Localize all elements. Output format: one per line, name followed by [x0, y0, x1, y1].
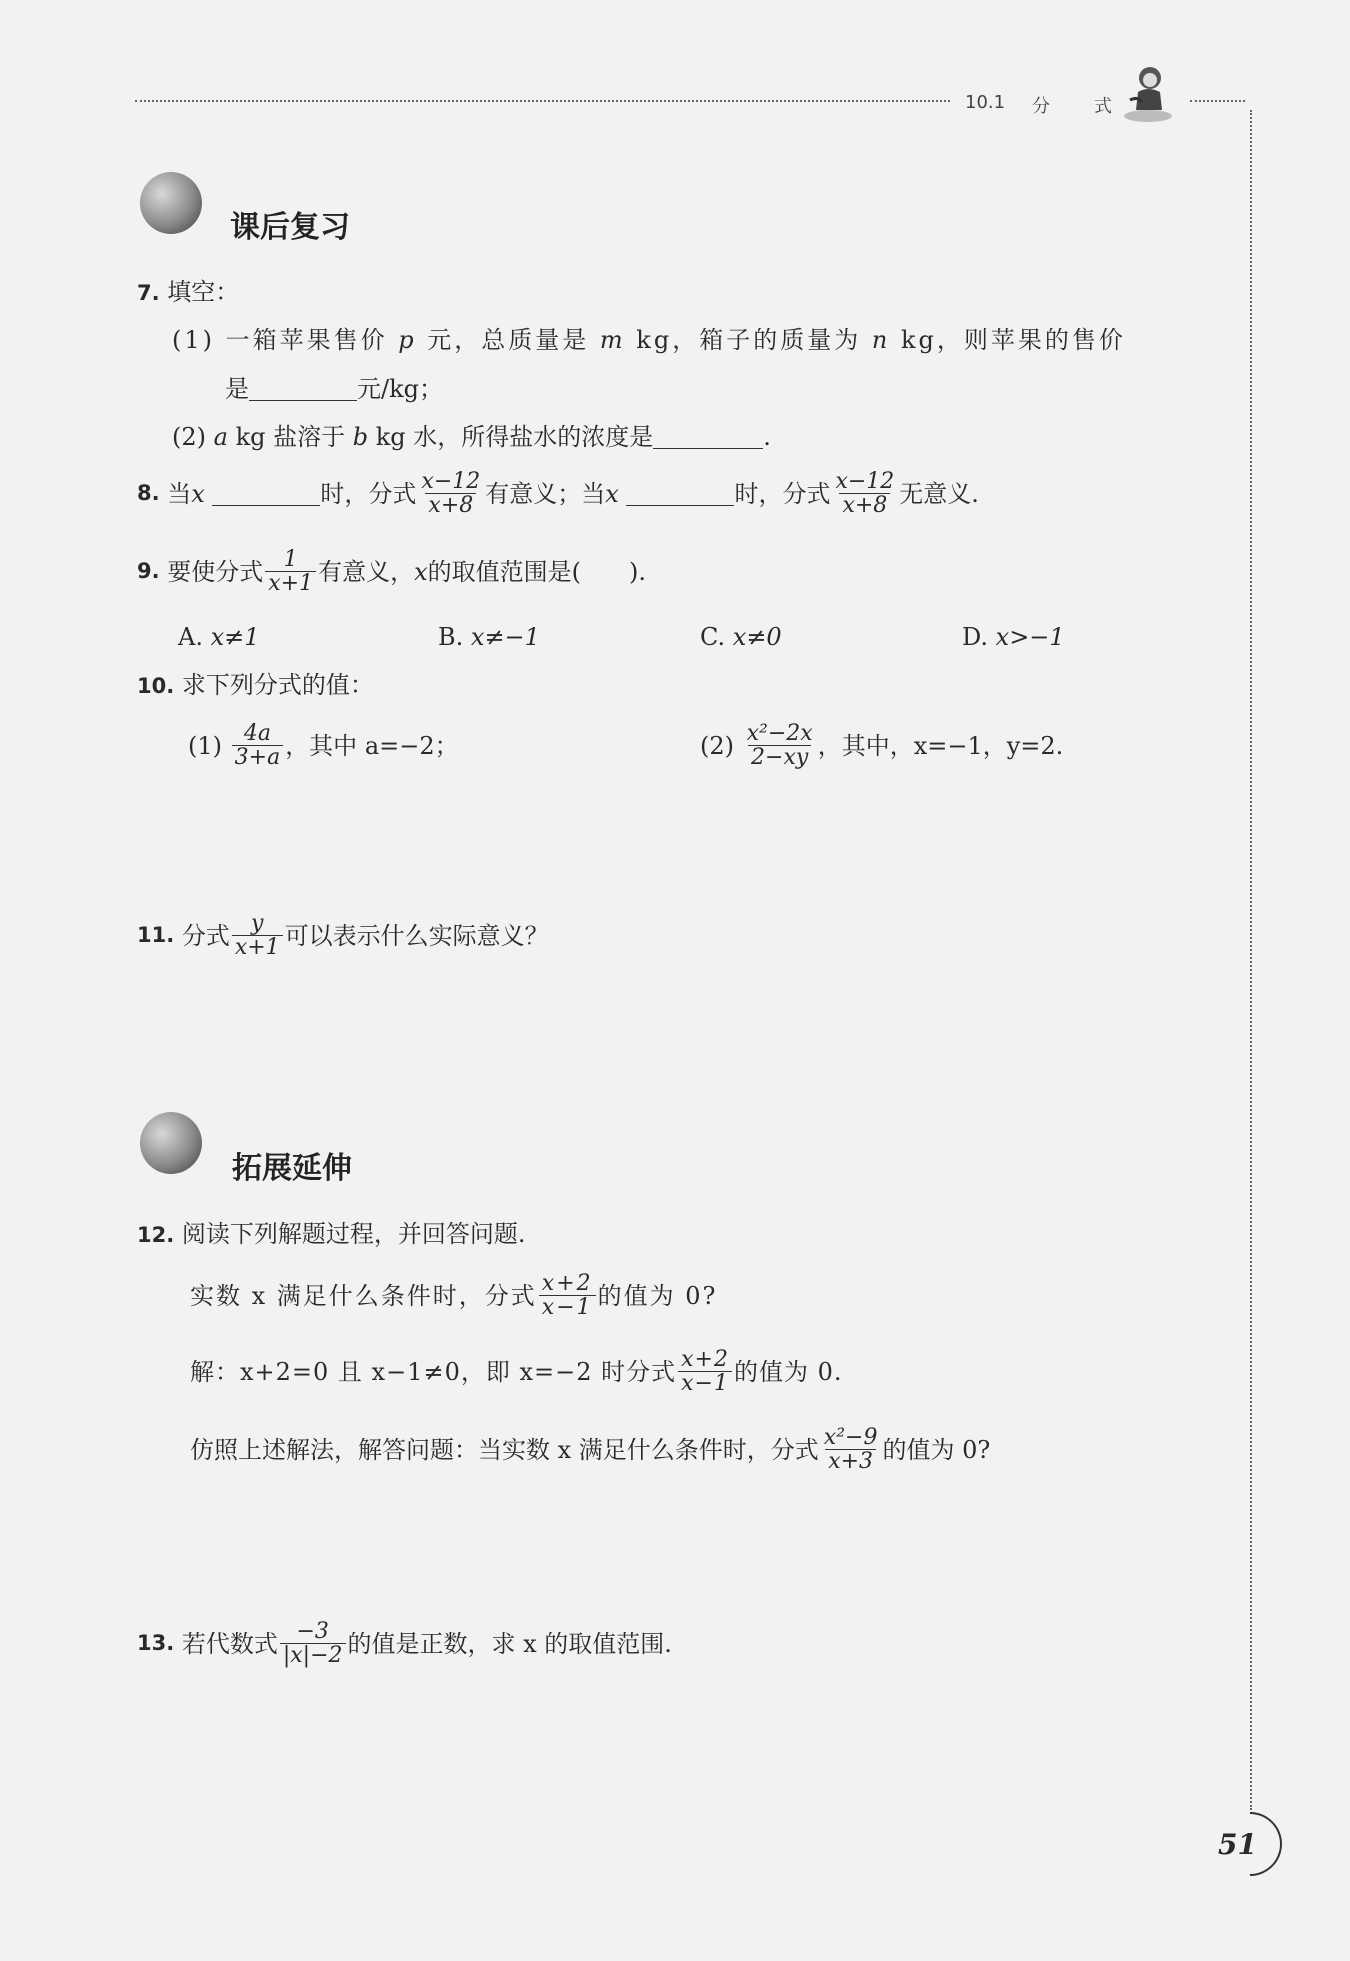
- question-number: 13.: [137, 1631, 175, 1656]
- part-label: (1): [188, 731, 222, 760]
- globe-icon: [140, 172, 202, 234]
- var-b: b: [352, 423, 369, 451]
- fraction: [418, 470, 483, 517]
- text: 的值为 0?: [882, 1435, 991, 1464]
- choice-label: A.: [178, 623, 203, 651]
- fraction: [232, 912, 283, 959]
- choice-label: B.: [438, 623, 464, 651]
- header-title-a: 分: [1032, 96, 1050, 117]
- fraction: [539, 1272, 596, 1319]
- fraction: [265, 548, 316, 595]
- var-m: m: [599, 326, 626, 354]
- text: ，其中 a=−2；: [285, 731, 459, 760]
- numerator: x+2: [681, 1347, 729, 1372]
- question-10-part-1: [188, 722, 459, 769]
- text: 是: [225, 375, 249, 403]
- fraction: [232, 722, 284, 769]
- fraction: [678, 1348, 732, 1395]
- numerator: 1: [283, 547, 298, 572]
- question-number: 8.: [137, 481, 160, 506]
- network-globe-icon: [140, 1112, 202, 1174]
- text: 时，分式: [320, 479, 417, 508]
- denominator: 2−xy: [748, 745, 811, 769]
- numerator: −3: [296, 1619, 329, 1644]
- numerator: 4a: [243, 721, 271, 746]
- question-11: [137, 912, 549, 959]
- choice-expr: x≠0: [732, 623, 782, 651]
- text: 可以表示什么实际意义？: [284, 921, 549, 950]
- denominator: |x|−2: [280, 1643, 346, 1667]
- question-7-stem: [137, 280, 239, 304]
- choice-expr: x≠−1: [470, 623, 540, 651]
- text: 有意义，: [318, 557, 415, 586]
- question-12-line-2: [190, 1348, 843, 1395]
- stem-text: 求下列分式的值：: [181, 671, 374, 699]
- denominator: x+1: [232, 935, 283, 959]
- choice-label: D.: [962, 623, 989, 651]
- var-n: n: [871, 326, 891, 354]
- text: 的值为 0.: [733, 1357, 843, 1386]
- numerator: x−12: [835, 469, 895, 494]
- var-x: x: [605, 479, 619, 508]
- var-x: x: [191, 479, 205, 508]
- question-9: [137, 548, 646, 595]
- numerator: x²−2x: [746, 721, 813, 746]
- answer-blank[interactable]: [653, 424, 763, 449]
- text: 仿照上述解法，解答问题：当实数 x 满足什么条件时，分式: [190, 1435, 819, 1464]
- text: 的取值范围是( ).: [427, 557, 646, 586]
- text: 有意义；当: [485, 479, 606, 508]
- answer-blank[interactable]: [249, 376, 357, 401]
- header-rule-left: [135, 100, 950, 102]
- choice-a[interactable]: [178, 625, 260, 649]
- page-number: 51: [1218, 1828, 1257, 1861]
- stem-text: 阅读下列解题过程，并回答问题.: [181, 1220, 526, 1248]
- question-10-stem: [137, 673, 374, 697]
- question-7-part-2: [172, 424, 771, 449]
- question-number: 9.: [137, 559, 160, 584]
- question-number: 10.: [137, 674, 175, 698]
- choice-expr: x≠1: [210, 623, 260, 651]
- choice-c[interactable]: [700, 625, 782, 649]
- section-title-review: 课后复习: [230, 210, 350, 245]
- denominator: x−1: [539, 1295, 596, 1319]
- numerator: y: [251, 911, 264, 936]
- text: 元，总质量是: [416, 326, 600, 354]
- denominator: x−1: [678, 1371, 732, 1395]
- denominator: 3+a: [232, 745, 284, 769]
- question-7-part-1: [172, 328, 1126, 352]
- text: 分式: [181, 921, 230, 950]
- question-12-stem: [137, 1222, 525, 1246]
- right-margin-rule: [1250, 110, 1252, 1810]
- text: 元/kg；: [357, 375, 443, 403]
- mascot-icon: [1120, 60, 1176, 124]
- question-12-line-1: [190, 1272, 717, 1319]
- choice-b[interactable]: [438, 625, 540, 649]
- denominator: x+8: [425, 493, 476, 517]
- question-12-line-3: [190, 1426, 990, 1473]
- question-8: [137, 470, 979, 517]
- text: 的值是正数，求 x 的取值范围.: [347, 1629, 672, 1658]
- choice-label: C.: [700, 623, 726, 651]
- denominator: x+3: [825, 1449, 876, 1473]
- text: kg 盐溶于: [227, 423, 353, 451]
- choice-expr: x>−1: [995, 623, 1065, 651]
- fraction: [744, 722, 816, 769]
- header-section-number: 10.1: [965, 92, 1006, 113]
- question-number: 12.: [137, 1223, 175, 1247]
- question-number: 11.: [137, 923, 175, 948]
- header-title-b: 式: [1094, 96, 1112, 117]
- text: ，其中，x=−1，y=2.: [817, 731, 1064, 760]
- choice-d[interactable]: [962, 625, 1065, 649]
- fraction: [832, 470, 897, 517]
- text: 时，分式: [734, 479, 831, 508]
- stem-text: 填空：: [167, 278, 240, 306]
- text: kg，则苹果的售价: [890, 326, 1126, 354]
- denominator: x+8: [839, 493, 890, 517]
- text: 解：x+2=0 且 x−1≠0，即 x=−2 时分式: [190, 1357, 677, 1386]
- fraction: [821, 1426, 881, 1473]
- answer-blank[interactable]: [626, 481, 734, 506]
- denominator: x+1: [265, 571, 316, 595]
- numerator: x+2: [541, 1271, 593, 1296]
- section-title-extend: 拓展延伸: [232, 1151, 352, 1186]
- fraction: [280, 1620, 346, 1667]
- text: 若代数式: [181, 1629, 278, 1658]
- question-number: 7.: [137, 281, 160, 305]
- var-p: p: [398, 326, 417, 354]
- answer-blank[interactable]: [212, 481, 320, 506]
- question-7-part-1-cont: [225, 376, 443, 401]
- text: (1) 一箱苹果售价: [172, 326, 399, 354]
- text: 要使分式: [167, 557, 264, 586]
- header-rule-right: [1190, 100, 1245, 102]
- text: 的值为 0?: [597, 1281, 718, 1310]
- text: 无意义.: [899, 479, 979, 508]
- question-13: [137, 1620, 672, 1667]
- text: kg 水，所得盐水的浓度是: [368, 423, 654, 451]
- numerator: x²−9: [823, 1425, 878, 1450]
- text: (2): [172, 423, 214, 451]
- var-a: a: [213, 423, 228, 451]
- text: kg，箱子的质量为: [625, 326, 872, 354]
- var-x: x: [414, 557, 428, 586]
- numerator: x−12: [421, 469, 481, 494]
- part-label: (2): [700, 731, 734, 760]
- text: .: [763, 423, 771, 451]
- text: 当: [167, 479, 192, 508]
- question-10-part-2: [700, 722, 1063, 769]
- text: 实数 x 满足什么条件时，分式: [190, 1281, 537, 1310]
